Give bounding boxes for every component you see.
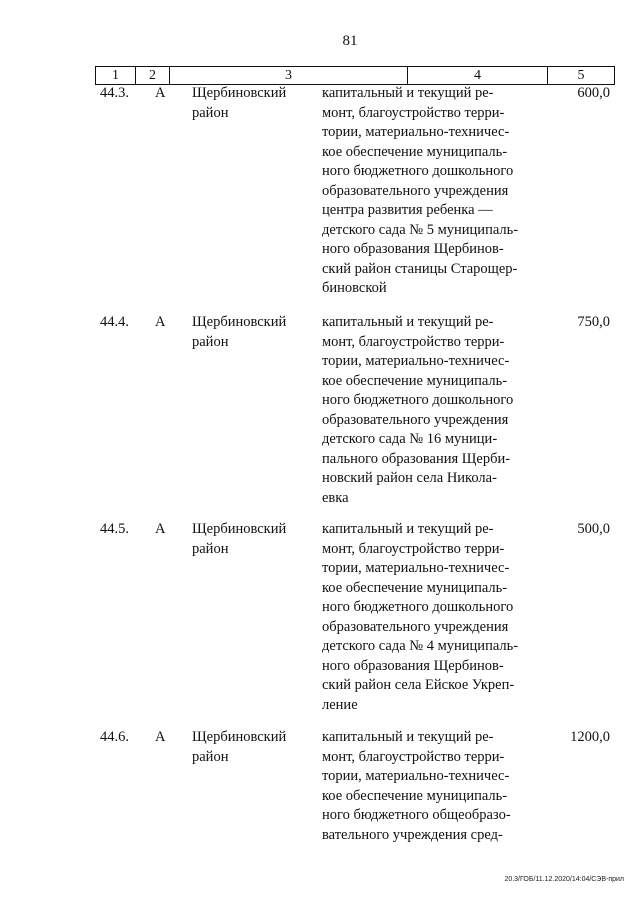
row-district: Щербиновский район <box>192 85 287 121</box>
description-line: тории, материально-техничес- <box>322 560 510 576</box>
description-line: образовательного учреждения <box>322 618 509 635</box>
description-line: ский район станицы Старощер- <box>322 260 518 277</box>
page-number: 81 <box>342 33 358 49</box>
description-line: детского сада № 5 муниципаль- <box>322 221 519 238</box>
description-line: ский район села Ейское Укреп- <box>322 677 515 693</box>
header-col-2: 2 <box>135 67 169 84</box>
description-line: ного образования Щербинов- <box>322 241 504 257</box>
description-line: кое обеспечение муниципаль- <box>322 787 508 804</box>
description-line: ного бюджетного дошкольного <box>322 392 514 408</box>
description-line: биновской <box>322 280 387 296</box>
description-line: ного бюджетного общеобразо- <box>322 807 511 823</box>
row-description <box>322 84 530 299</box>
description-line: тории, материально-техничес- <box>322 124 510 140</box>
row-category: А <box>155 729 166 745</box>
description-line: монт, благоустройство терри- <box>322 540 505 557</box>
description-line: кое обеспечение муниципаль- <box>322 372 508 389</box>
document-code: 20.3/ГОБ/11.12.2020/14:04/СЭВ-прил <box>504 876 624 883</box>
row-number: 44.6. <box>100 729 129 745</box>
description-line: тории, материально-техничес- <box>322 353 510 369</box>
description-line: образовательного учреждения <box>322 411 509 428</box>
description-line: капитальный и текущий ре- <box>322 85 494 101</box>
row-amount: 1200,0 <box>570 729 610 745</box>
description-line: тории, материально-техничес- <box>322 768 510 784</box>
row-amount: 500,0 <box>577 521 610 537</box>
description-line: вательного учреждения сред- <box>322 826 503 843</box>
row-district: Щербиновский район <box>192 314 287 350</box>
row-district: Щербиновский район <box>192 729 287 765</box>
description-line: детского сада № 16 муници- <box>322 431 498 447</box>
row-amount: 600,0 <box>577 85 610 101</box>
row-description <box>322 520 530 715</box>
description-line: новский район села Николa- <box>322 470 497 486</box>
description-line: монт, благоустройство терри- <box>322 748 505 765</box>
row-number: 44.4. <box>100 314 129 330</box>
row-number: 44.5. <box>100 521 129 537</box>
row-amount: 750,0 <box>577 314 610 330</box>
row-category: А <box>155 85 166 101</box>
description-line: монт, благоустройство терри- <box>322 104 505 121</box>
row-number: 44.3. <box>100 85 129 101</box>
description-line: ление <box>322 696 358 713</box>
header-col-1: 1 <box>95 67 135 84</box>
row-description <box>322 728 530 845</box>
description-line: монт, благоустройство терри- <box>322 333 505 350</box>
description-line: кое обеспечение муниципаль- <box>322 579 508 596</box>
description-line: детского сада № 4 муниципаль- <box>322 638 519 654</box>
description-line: евка <box>322 489 349 506</box>
row-category: А <box>155 521 166 537</box>
description-line: пального образования Щерби- <box>322 450 511 467</box>
description-line: ного образования Щербинов- <box>322 657 504 674</box>
row-district: Щербиновский район <box>192 521 287 557</box>
description-line: капитальный и текущий ре- <box>322 729 494 745</box>
description-line: центра развития ребенка — <box>322 202 493 218</box>
header-col-3: 3 <box>169 67 407 84</box>
header-col-5: 5 <box>547 67 615 84</box>
header-col-4: 4 <box>407 67 547 84</box>
table-header <box>95 66 615 85</box>
description-line: капитальный и текущий ре- <box>322 314 494 330</box>
row-description <box>322 313 530 508</box>
row-category: А <box>155 314 166 330</box>
description-line: образовательного учреждения <box>322 182 509 199</box>
description-line: кое обеспечение муниципаль- <box>322 143 508 160</box>
description-line: капитальный и текущий ре- <box>322 521 494 537</box>
description-line: ного бюджетного дошкольного <box>322 163 514 179</box>
description-line: ного бюджетного дошкольного <box>322 599 514 615</box>
